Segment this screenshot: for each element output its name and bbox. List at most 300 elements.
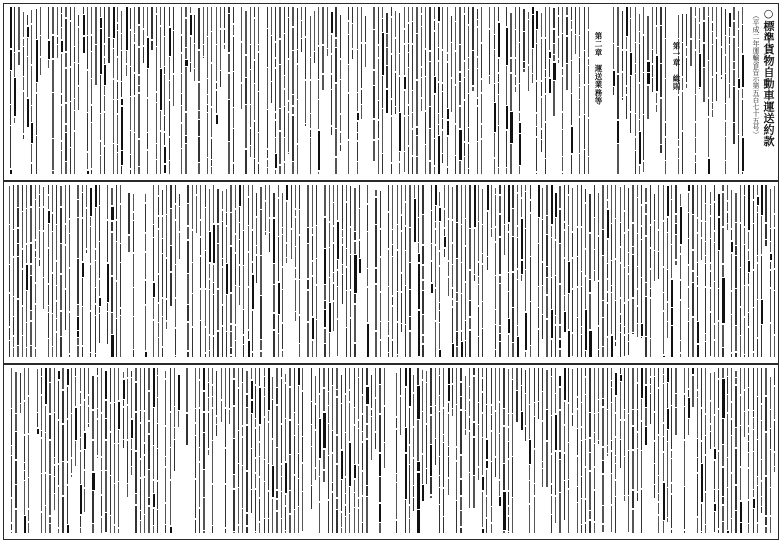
text-line-segment: [568, 331, 570, 357]
text-line-segment: [615, 481, 616, 496]
text-line-segment: [77, 317, 79, 330]
text-line-segment: [721, 77, 722, 79]
text-line-segment: [87, 36, 88, 69]
text-line-segment: [294, 510, 295, 533]
text-line-segment: [392, 307, 393, 339]
text-line-segment: [123, 372, 124, 378]
text-line-segment: [425, 112, 426, 144]
text-line-segment: [54, 477, 55, 493]
text-line-segment: [113, 144, 114, 174]
text-line-segment: [92, 411, 93, 439]
text-line-segment: [416, 7, 417, 33]
text-line-segment: [508, 428, 509, 441]
text-line-segment: [641, 206, 642, 225]
text-line-segment: [602, 506, 603, 523]
text-line-segment: [770, 450, 771, 487]
text-line-segment: [421, 99, 422, 111]
text-line-segment: [585, 500, 586, 522]
text-line-segment: [336, 465, 337, 497]
text-line-segment: [568, 368, 569, 402]
text-line-segment: [273, 264, 274, 284]
text-line-segment: [203, 392, 204, 411]
text-line-segment: [104, 7, 105, 43]
text-line-segment: [439, 376, 440, 395]
text-line-segment: [121, 11, 122, 33]
text-line-segment: [439, 208, 441, 221]
text-line-segment: [207, 37, 208, 78]
text-line-segment: [228, 7, 229, 13]
text-line-segment: [342, 238, 343, 244]
text-line-segment: [345, 395, 346, 432]
text-line-segment: [165, 504, 166, 524]
text-line-segment: [200, 321, 201, 357]
text-line-segment: [30, 322, 31, 345]
text-line-segment: [203, 7, 204, 44]
text-line-segment: [337, 320, 338, 356]
text-line-segment: [559, 244, 560, 283]
text-line-segment: [121, 82, 122, 97]
text-line-segment: [158, 304, 159, 322]
text-line-segment: [130, 155, 131, 168]
text-line-segment: [718, 530, 719, 533]
text-line-segment: [143, 47, 144, 63]
text-line-segment: [519, 113, 520, 121]
text-line-segment: [312, 236, 313, 260]
text-line-segment: [324, 310, 326, 327]
text-line-segment: [774, 229, 775, 268]
text-line-segment: [358, 421, 359, 428]
text-line-segment: [714, 416, 715, 447]
text-line-segment: [246, 527, 247, 533]
text-line-segment: [733, 7, 734, 20]
text-line-segment: [465, 430, 466, 435]
text-line-segment: [248, 253, 249, 286]
text-line-segment: [577, 410, 578, 428]
text-line-segment: [435, 368, 436, 405]
text-line-segment: [589, 194, 590, 232]
text-line-segment: [86, 185, 87, 207]
text-line-segment: [39, 208, 40, 230]
text-line-segment: [48, 313, 49, 338]
text-line-segment: [13, 185, 14, 229]
text-line-segment: [447, 63, 448, 108]
text-line-segment: [67, 369, 69, 385]
text-line-segment: [238, 488, 239, 524]
text-line-segment: [744, 185, 745, 195]
text-line-segment: [208, 383, 209, 397]
text-line-segment: [465, 411, 466, 429]
text-line-segment: [705, 436, 706, 454]
text-line-segment: [311, 447, 312, 485]
text-line-segment: [243, 266, 244, 309]
text-line-segment: [151, 7, 152, 39]
text-line-segment: [82, 193, 83, 217]
text-line-segment: [584, 51, 585, 84]
text-line-segment: [499, 403, 500, 433]
text-line-segment: [382, 76, 383, 108]
text-line-segment: [84, 368, 85, 399]
text-line-segment: [701, 532, 702, 533]
text-line-segment: [686, 48, 687, 56]
text-line-segment: [529, 440, 531, 464]
text-line-segment: [510, 13, 511, 57]
text-line-segment: [477, 142, 478, 174]
text-line-segment: [438, 114, 439, 124]
text-line-segment: [523, 32, 524, 61]
text-line-segment: [735, 378, 736, 384]
text-line-segment: [127, 379, 128, 404]
text-line-segment: [187, 185, 188, 203]
text-line-segment: [671, 245, 672, 278]
text-line-segment: [340, 115, 341, 131]
text-line-segment: [712, 7, 713, 21]
text-line-segment: [65, 225, 66, 244]
text-line-segment: [637, 198, 638, 233]
text-band-top: [3, 3, 779, 181]
text-line-segment: [281, 465, 282, 476]
text-line-segment: [482, 379, 483, 391]
text-line-segment: [478, 307, 479, 336]
text-line-segment: [14, 78, 16, 116]
text-line-segment: [630, 113, 631, 133]
text-line-segment: [252, 353, 253, 357]
text-line-segment: [425, 50, 426, 76]
text-line-segment: [532, 7, 534, 14]
text-line-segment: [626, 7, 628, 36]
text-line-segment: [382, 19, 383, 32]
text-line-segment: [761, 300, 763, 324]
text-line-segment: [235, 341, 236, 357]
text-line-segment: [464, 62, 465, 77]
text-line-segment: [92, 473, 94, 490]
text-line-segment: [113, 49, 114, 78]
text-line-segment: [632, 510, 633, 533]
text-line-segment: [9, 186, 10, 224]
text-line-segment: [469, 418, 470, 430]
text-line-segment: [166, 322, 167, 329]
text-line-segment: [555, 326, 556, 357]
text-line-segment: [439, 350, 441, 357]
text-line-segment: [267, 29, 268, 67]
text-line-segment: [48, 60, 49, 68]
text-line-segment: [179, 194, 180, 206]
text-line-segment: [273, 285, 274, 312]
text-line-segment: [70, 102, 71, 147]
text-line-segment: [525, 185, 526, 191]
text-line-segment: [667, 233, 668, 269]
text-line-segment: [708, 61, 709, 97]
text-line-segment: [399, 163, 400, 174]
text-line-segment: [185, 113, 186, 135]
text-line-segment: [615, 414, 616, 436]
text-line-segment: [757, 339, 758, 357]
text-line-segment: [239, 240, 240, 264]
text-line-segment: [589, 439, 590, 452]
text-line-segment: [239, 287, 240, 305]
text-line-segment: [235, 210, 236, 233]
text-line-segment: [598, 237, 599, 280]
text-line-segment: [459, 7, 460, 44]
text-line-segment: [477, 9, 478, 19]
text-line-segment: [412, 22, 413, 43]
text-line-segment: [299, 316, 300, 343]
text-line-segment: [71, 475, 72, 477]
text-line-segment: [110, 516, 111, 533]
text-line-segment: [585, 189, 586, 202]
text-line-segment: [299, 280, 300, 314]
text-line-segment: [688, 419, 689, 435]
text-line-segment: [536, 138, 537, 171]
text-line-segment: [88, 396, 89, 405]
text-line-segment: [712, 110, 713, 117]
text-line-segment: [641, 227, 642, 239]
text-line-segment: [598, 193, 599, 235]
text-line-segment: [128, 193, 129, 234]
text-line-segment: [14, 7, 15, 52]
text-line-segment: [11, 368, 12, 408]
text-line-segment: [104, 96, 105, 111]
text-line-segment: [530, 257, 531, 301]
text-line-segment: [285, 419, 286, 461]
text-line-segment: [90, 312, 91, 352]
text-line-segment: [675, 215, 676, 223]
text-line-segment: [495, 276, 496, 309]
text-line-segment: [336, 390, 337, 396]
text-line-segment: [710, 192, 711, 204]
text-line-segment: [617, 47, 618, 73]
text-line-segment: [354, 232, 355, 240]
text-line-segment: [82, 307, 83, 345]
text-line-segment: [200, 221, 201, 236]
text-line-segment: [145, 204, 146, 232]
text-line-segment: [722, 468, 723, 496]
text-line-segment: [722, 325, 723, 347]
text-line-segment: [708, 7, 709, 16]
text-line-segment: [83, 37, 85, 53]
text-line-segment: [276, 448, 277, 489]
text-line-segment: [455, 22, 456, 50]
text-line-segment: [295, 269, 296, 278]
text-line-segment: [15, 461, 16, 484]
text-line-segment: [61, 106, 62, 140]
text-line-segment: [409, 506, 410, 518]
text-line-segment: [255, 474, 256, 488]
text-line-segment: [572, 415, 573, 426]
text-line-segment: [615, 219, 616, 258]
text-line-segment: [282, 235, 283, 266]
text-line-segment: [722, 497, 723, 504]
text-line-segment: [41, 513, 42, 533]
text-line-segment: [113, 80, 114, 99]
text-line-segment: [256, 218, 257, 245]
text-line-segment: [251, 414, 252, 448]
text-line-segment: [425, 7, 426, 48]
text-line-segment: [512, 185, 513, 208]
text-line-segment: [491, 415, 492, 430]
text-line-segment: [260, 340, 261, 350]
text-line-segment: [744, 355, 745, 357]
text-line-segment: [708, 99, 709, 116]
text-line-segment: [205, 251, 206, 288]
text-line-segment: [519, 43, 520, 83]
text-line-segment: [187, 227, 188, 239]
text-line-segment: [158, 275, 159, 302]
text-line-segment: [705, 256, 706, 263]
text-line-segment: [508, 185, 510, 222]
text-line-segment: [465, 376, 466, 410]
text-line-segment: [319, 419, 321, 458]
text-line-segment: [260, 210, 261, 255]
text-line-segment: [654, 413, 655, 440]
text-line-segment: [680, 281, 681, 299]
text-line-segment: [216, 83, 217, 89]
text-line-segment: [628, 266, 629, 273]
text-line-segment: [371, 417, 372, 460]
text-line-segment: [770, 289, 771, 322]
text-line-segment: [663, 293, 664, 310]
text-line-segment: [242, 509, 243, 533]
text-line-segment: [315, 405, 316, 429]
text-line-segment: [298, 386, 299, 424]
text-line-segment: [735, 326, 736, 351]
text-line-segment: [28, 397, 29, 433]
text-line-segment: [452, 344, 454, 357]
text-line-segment: [733, 70, 734, 86]
text-line-segment: [482, 529, 484, 533]
text-line-segment: [246, 426, 247, 470]
text-line-segment: [459, 82, 460, 105]
text-line-segment: [521, 275, 522, 281]
text-line-segment: [639, 132, 641, 164]
text-line-segment: [48, 211, 50, 223]
text-line-segment: [503, 492, 505, 530]
text-line-segment: [716, 39, 717, 72]
text-line-segment: [70, 68, 71, 101]
text-line-segment: [611, 452, 612, 473]
text-line-segment: [607, 338, 608, 357]
text-line-segment: [200, 185, 201, 219]
text-line-segment: [15, 414, 16, 431]
text-line-segment: [311, 425, 312, 446]
text-line-segment: [254, 19, 255, 59]
text-line-segment: [663, 356, 665, 357]
text-line-segment: [481, 7, 482, 42]
text-line-segment: [97, 420, 98, 455]
text-line-segment: [31, 66, 32, 105]
text-line-segment: [56, 225, 57, 260]
text-line-segment: [710, 264, 711, 270]
text-line-segment: [388, 353, 389, 357]
text-line-segment: [541, 130, 542, 139]
text-line-segment: [337, 287, 338, 318]
text-line-segment: [632, 247, 633, 254]
text-line-segment: [178, 375, 180, 410]
text-line-segment: [512, 414, 513, 456]
text-line-segment: [289, 455, 290, 490]
text-line-segment: [564, 185, 565, 221]
text-line-segment: [417, 462, 419, 471]
text-line-segment: [259, 443, 260, 456]
text-line-segment: [568, 480, 569, 488]
text-line-segment: [663, 521, 664, 533]
text-line-segment: [255, 419, 256, 427]
text-line-segment: [733, 38, 734, 61]
text-line-segment: [133, 317, 134, 349]
text-line-segment: [131, 450, 132, 466]
text-line-segment: [245, 11, 246, 54]
text-line-segment: [699, 54, 701, 87]
text-line-segment: [495, 310, 496, 324]
text-line-segment: [250, 146, 251, 157]
text-line-segment: [635, 114, 636, 136]
text-line-segment: [508, 507, 509, 515]
text-line-segment: [24, 463, 25, 470]
text-line-segment: [464, 157, 465, 174]
text-line-segment: [228, 142, 229, 174]
text-line-segment: [285, 507, 286, 530]
text-line-segment: [628, 301, 629, 333]
text-line-segment: [233, 164, 234, 174]
text-line-segment: [332, 386, 333, 430]
text-line-segment: [499, 334, 500, 341]
text-line-segment: [13, 337, 14, 347]
text-line-segment: [684, 368, 685, 393]
text-line-segment: [135, 383, 136, 411]
text-line-segment: [148, 422, 149, 433]
text-line-segment: [667, 488, 668, 517]
text-line-segment: [515, 7, 516, 29]
text-line-segment: [284, 7, 285, 33]
text-line-segment: [26, 323, 27, 347]
text-line-segment: [388, 250, 389, 286]
text-line-segment: [108, 7, 109, 37]
text-line-segment: [770, 189, 771, 228]
text-line-segment: [469, 301, 470, 316]
text-line-segment: [82, 219, 83, 261]
text-line-segment: [255, 386, 256, 418]
text-line-segment: [349, 391, 350, 401]
text-line-segment: [375, 198, 376, 224]
text-line-segment: [667, 303, 668, 321]
text-line-segment: [495, 368, 496, 410]
text-line-segment: [203, 433, 204, 469]
text-line-segment: [688, 309, 689, 321]
text-line-segment: [97, 368, 98, 375]
text-line-segment: [559, 493, 560, 533]
text-line-segment: [757, 524, 758, 533]
text-line-segment: [36, 40, 38, 82]
text-line-segment: [542, 368, 543, 391]
text-line-segment: [241, 7, 242, 41]
text-line-segment: [401, 324, 402, 332]
text-line-segment: [260, 256, 261, 295]
text-line-segment: [534, 484, 535, 495]
text-line-segment: [692, 251, 693, 270]
text-line-segment: [516, 368, 517, 390]
text-line-segment: [332, 493, 333, 533]
text-line-segment: [298, 425, 299, 453]
text-line-segment: [421, 15, 422, 26]
text-line-segment: [538, 218, 539, 243]
text-line-segment: [697, 458, 698, 472]
text-line-segment: [577, 487, 578, 502]
text-line-segment: [452, 244, 453, 264]
text-line-segment: [170, 448, 171, 479]
text-line-segment: [282, 351, 283, 357]
text-line-segment: [285, 384, 286, 418]
text-line-segment: [362, 497, 363, 522]
text-line-segment: [252, 231, 253, 261]
